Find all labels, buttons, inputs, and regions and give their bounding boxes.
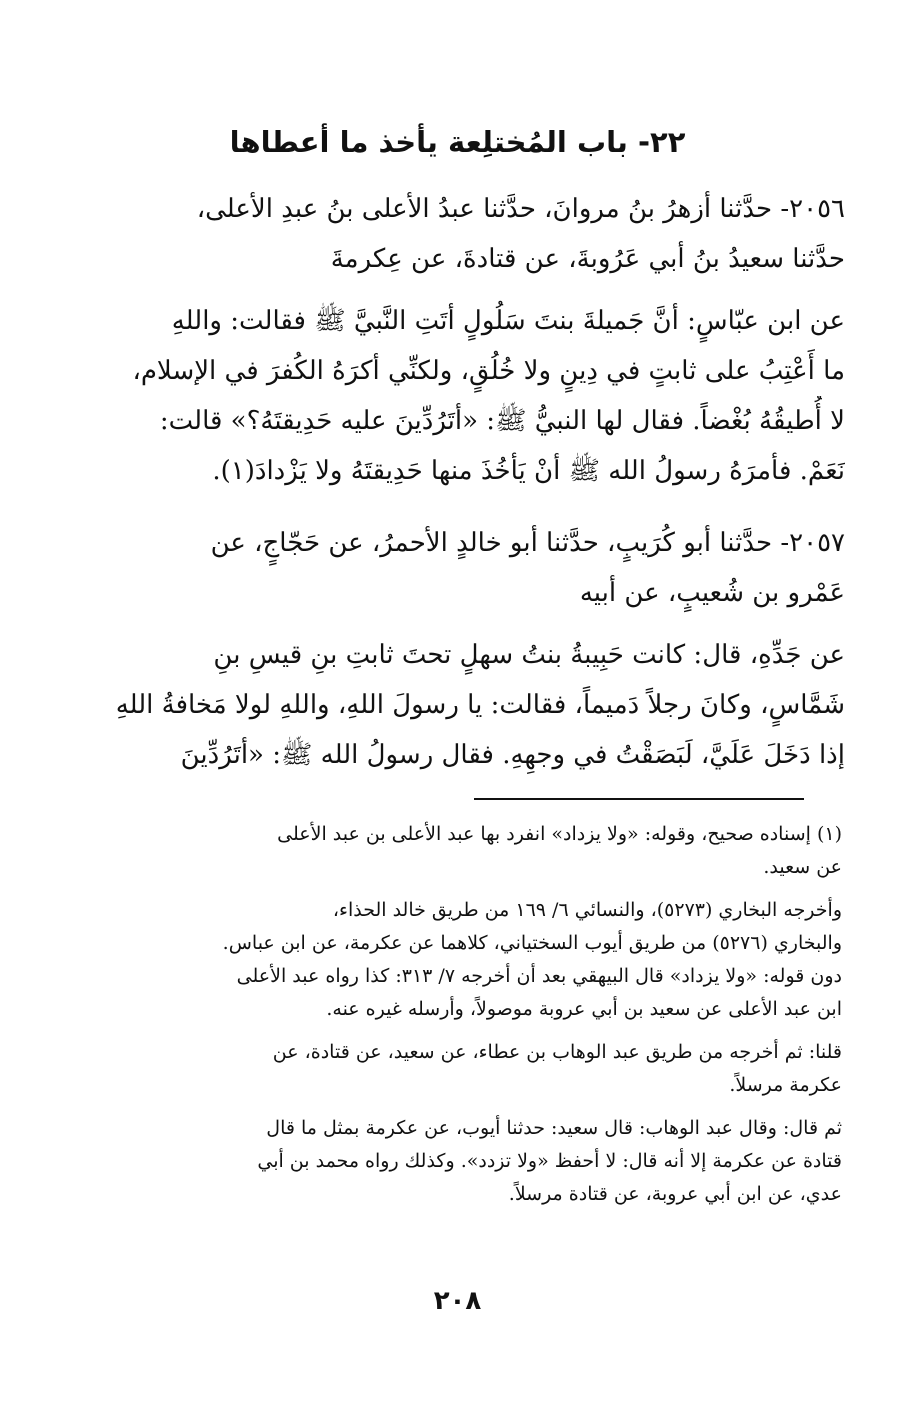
hadith-2056-isnad bbox=[70, 184, 845, 284]
text-line: عن جَدِّهِ، قال: كانت حَبِيبةُ بنتُ سهلٍ تحتَ ثابتِ بنِ قيسِ بنِ bbox=[213, 640, 845, 670]
text-line: عَمْرو بن شُعيبٍ، عن أبيه bbox=[579, 578, 845, 608]
footnote-line: ثم قال: وقال عبد الوهاب: قال سعيد: حدثنا أيوب، عن عكرمة بمثل ما قال bbox=[266, 1117, 842, 1139]
hadith-2056-matn bbox=[70, 296, 845, 496]
chapter-title: ٢٢- باب المُختلِعة يأخذ ما أعطاها bbox=[229, 125, 686, 159]
text-line: عن ابن عبّاسٍ: أنَّ جَميلةَ بنتَ سَلُولٍ أتَتِ النَّبيَّ ﷺ فقالت: واللهِ bbox=[171, 306, 845, 336]
text-line: نَعَمْ. فأمرَهُ رسولُ الله ﷺ أنْ يَأخُذَ منها حَدِيقتَهُ ولا يَزْدادَ(١). bbox=[212, 456, 845, 486]
footnote-line: والبخاري (٥٢٧٦) من طريق أيوب السختياني، كلاهما عن عكرمة، عن ابن عباس. bbox=[222, 932, 842, 954]
text-line: شَمَّاسٍ، وكانَ رجلاً دَميماً، فقالت: يا رسولَ اللهِ، واللهِ لولا مَخافةُ اللهِ bbox=[115, 690, 845, 720]
footnote-line: عن سعيد. bbox=[763, 856, 842, 878]
hadith-2057-matn bbox=[70, 630, 845, 780]
footnote-paragraph bbox=[72, 1112, 842, 1211]
text-line: إذا دَخَلَ عَلَيَّ، لَبَصَقْتُ في وجهِهِ. فقال رسولُ الله ﷺ: «أتَرُدِّينَ bbox=[180, 740, 845, 770]
footnote-line: ابن عبد الأعلى عن سعيد بن أبي عروبة موصولاً، وأرسله غيره عنه. bbox=[326, 998, 842, 1020]
footnote-paragraph bbox=[72, 1036, 842, 1102]
footnote-divider bbox=[474, 798, 804, 800]
text-line: ٢٠٥٦- حدَّثنا أزهرُ بنُ مروانَ، حدَّثنا عبدُ الأعلى بنُ عبدِ الأعلى، bbox=[196, 194, 845, 224]
footnote-line: قتادة عن عكرمة إلا أنه قال: لا أحفظ «ولا تزدد». وكذلك رواه محمد بن أبي bbox=[257, 1150, 842, 1172]
footnote-line: عدي، عن ابن أبي عروبة، عن قتادة مرسلاً. bbox=[508, 1183, 842, 1205]
footnotes bbox=[72, 818, 842, 1221]
text-line: ما أَعْتِبُ على ثابتٍ في دِينٍ ولا خُلُقٍ، ولكنِّي أكرَهُ الكُفرَ في الإسلام، bbox=[132, 356, 845, 386]
hadith-2057-isnad bbox=[70, 518, 845, 618]
text-line: لا أُطيقُهُ بُغْضاً. فقال لها النبيُّ ﷺ: «أتَرُدِّينَ عليه حَدِيقتَهُ؟» قالت: bbox=[159, 406, 845, 436]
footnote-line: قلنا: ثم أخرجه من طريق عبد الوهاب بن عطاء، عن سعيد، عن قتادة، عن bbox=[272, 1041, 842, 1063]
footnote-line: دون قوله: «ولا يزداد» قال البيهقي بعد أن أخرجه ٧/ ٣١٣: كذا رواه عبد الأعلى bbox=[236, 965, 842, 987]
text-line: حدَّثنا سعيدُ بنُ أبي عَرُوبةَ، عن قتادةَ، عن عِكرمةَ bbox=[330, 244, 845, 274]
page-number: ٢٠٨ bbox=[433, 1286, 482, 1316]
footnote-paragraph bbox=[72, 894, 842, 1026]
footnote-line: (١) إسناده صحيح، وقوله: «ولا يزداد» انفرد بها عبد الأعلى بن عبد الأعلى bbox=[277, 823, 842, 845]
text-line: ٢٠٥٧- حدَّثنا أبو كُرَيبٍ، حدَّثنا أبو خالدٍ الأحمرُ، عن حَجّاجٍ، عن bbox=[210, 528, 845, 558]
footnote-paragraph bbox=[72, 818, 842, 884]
footnote-line: وأخرجه البخاري (٥٢٧٣)، والنسائي ٦/ ١٦٩ من طريق خالد الحذاء، bbox=[332, 899, 842, 921]
footnote-line: عكرمة مرسلاً. bbox=[729, 1074, 842, 1096]
